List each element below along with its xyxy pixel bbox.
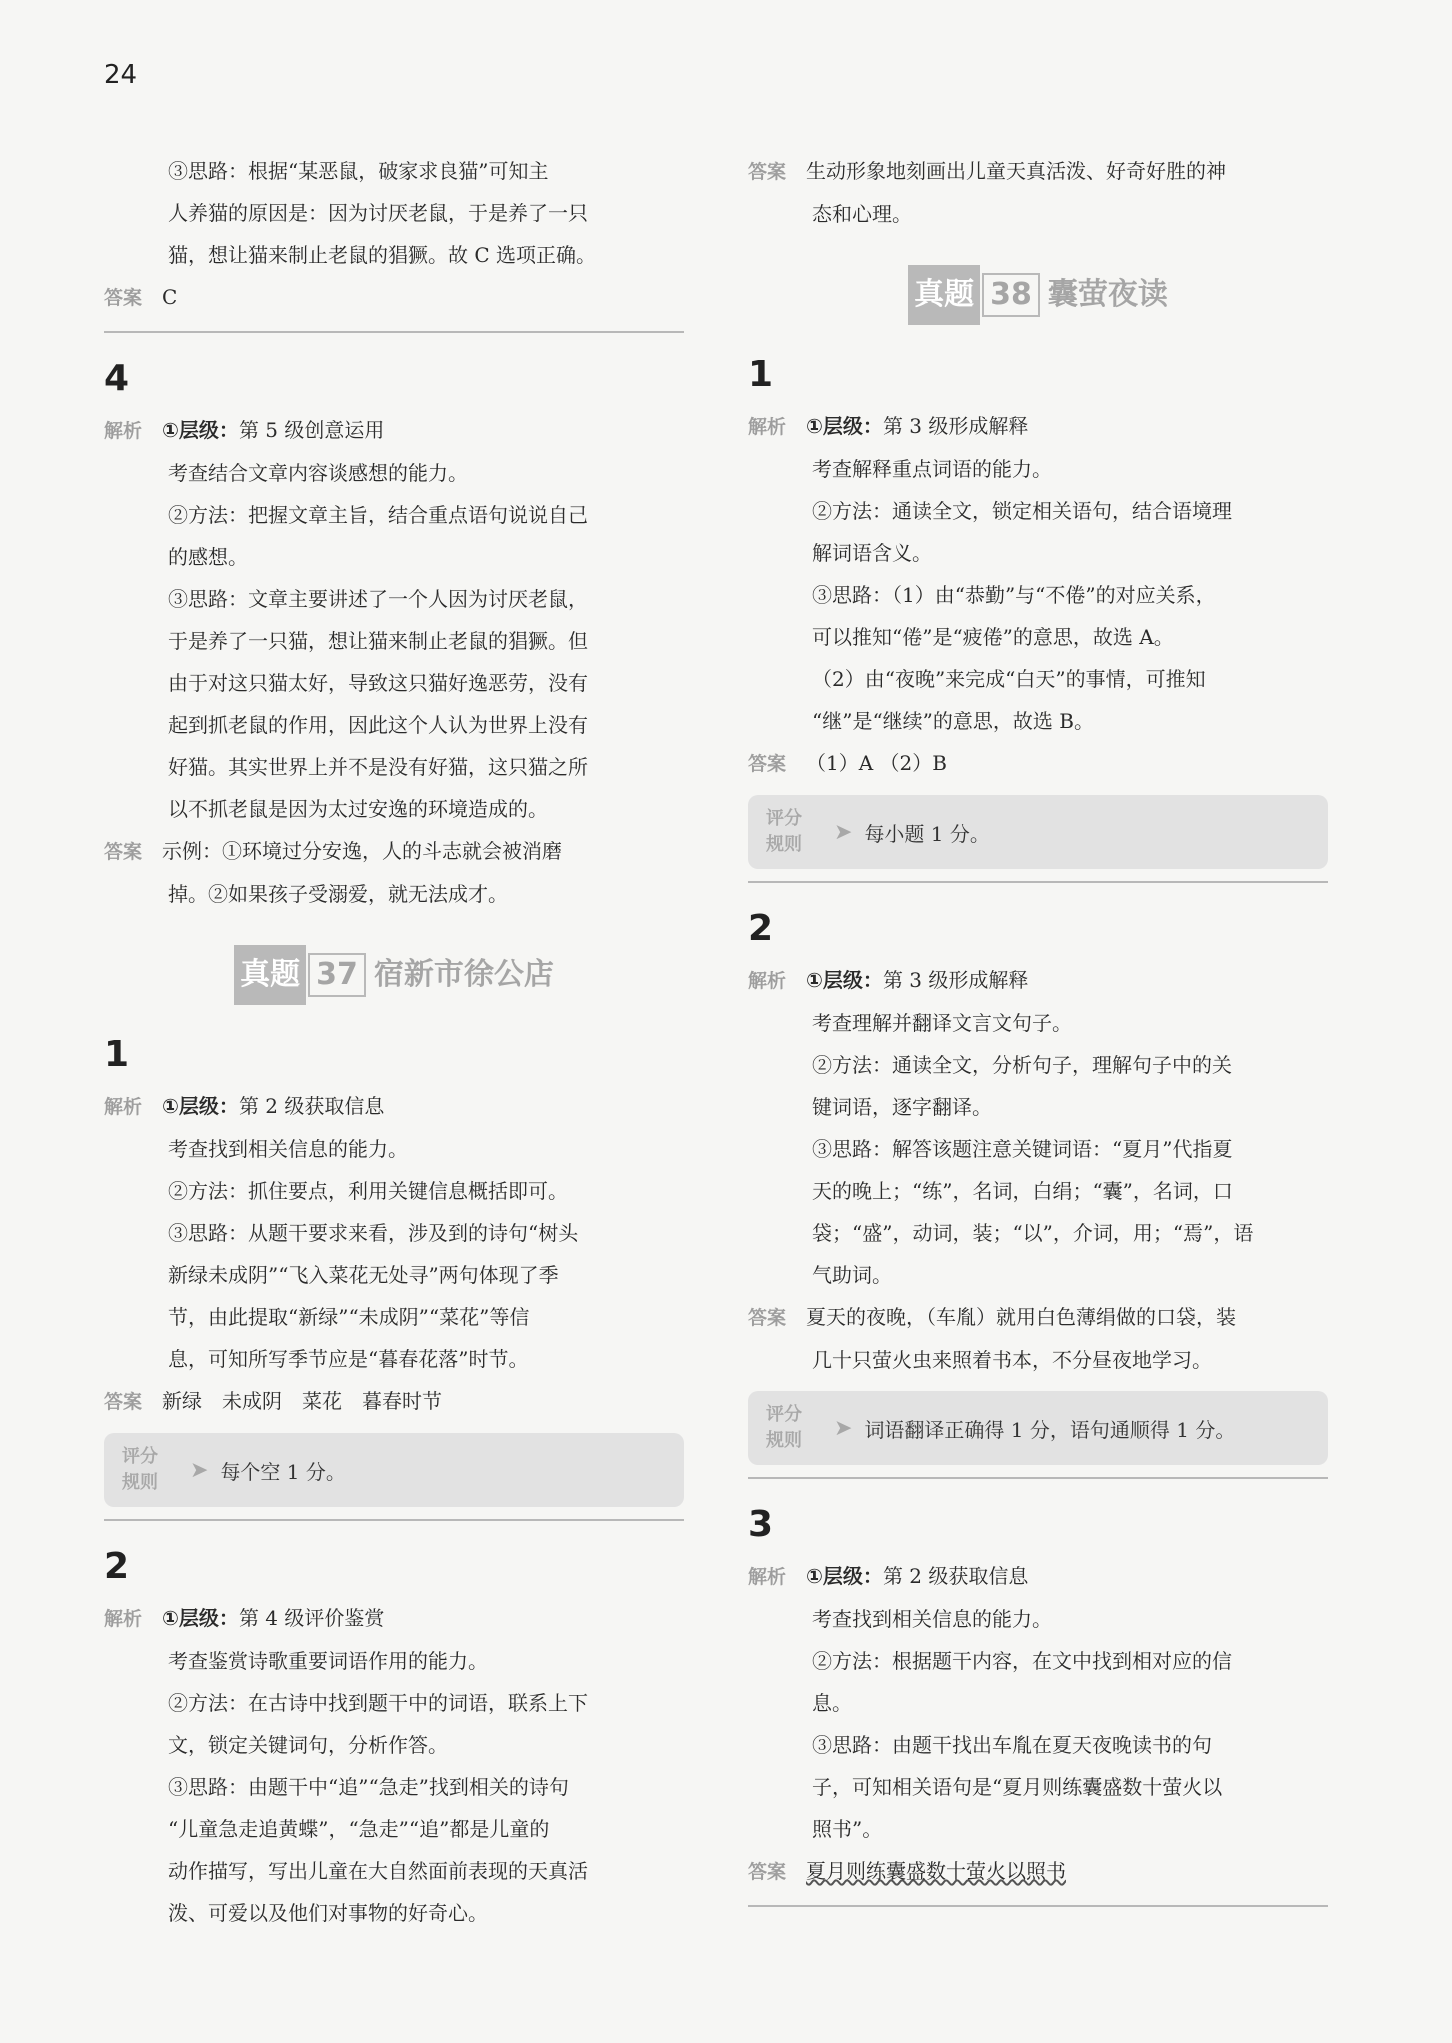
- answer-text: 示例：①环境过分安逸，人的斗志就会被消磨: [162, 839, 562, 863]
- divider: [748, 881, 1328, 883]
- text-line: 袋；“盛”，动词，装；“以”，介词，用；“焉”，语: [812, 1221, 1254, 1245]
- answer-row: [104, 1380, 684, 1423]
- score-rule-text: 词语翻译正确得 1 分，语句通顺得 1 分。: [864, 1417, 1236, 1442]
- text-line: 节，由此提取“新绿”“未成阴”“菜花”等信: [168, 1305, 530, 1329]
- text-line: 于是养了一只猫，想让猫来制止老鼠的猖獗。但: [168, 629, 588, 653]
- score-rule-label: 评分 规则: [766, 1404, 802, 1451]
- answer-text: 夏月则练囊盛数十萤火以照书: [806, 1859, 1066, 1883]
- text-line: （2）由“夜晚”来完成“白天”的事情，可推知: [812, 667, 1206, 691]
- analysis-tag: 解析: [748, 416, 787, 438]
- text-line: 考查解释重点词语的能力。: [812, 457, 1052, 481]
- text-line: 以不抓老鼠是因为太过安逸的环境造成的。: [168, 797, 548, 821]
- score-rule-box: [104, 1433, 684, 1507]
- text-line: 泼、可爱以及他们对事物的好奇心。: [168, 1901, 488, 1925]
- level-text: 第 2 级获取信息: [882, 1564, 1029, 1588]
- score-rule-box: [748, 1391, 1328, 1465]
- divider: [104, 1519, 684, 1521]
- answer-tag: 答案: [748, 161, 787, 183]
- level-text: 第 3 级形成解释: [882, 414, 1029, 438]
- text-line: ②方法：抓住要点，利用关键信息概括即可。: [168, 1179, 568, 1203]
- section-title-37: [104, 945, 684, 1005]
- score-rule-label: 评分 规则: [122, 1446, 158, 1493]
- question-number: 2: [748, 908, 774, 949]
- answer-row: [748, 150, 1328, 193]
- text-line: 动作描写，写出儿童在大自然面前表现的天真活: [168, 1859, 588, 1883]
- answer-tag: 答案: [104, 1391, 143, 1413]
- analysis-tag: 解析: [104, 1608, 143, 1630]
- level-text: 第 4 级评价鉴赏: [238, 1606, 385, 1630]
- analysis-tag: 解析: [748, 1566, 787, 1588]
- text-line: ②方法：通读全文，分析句子，理解句子中的关: [812, 1053, 1232, 1077]
- text-line: 可以推知“倦”是“疲倦”的意思，故选 A。: [812, 625, 1174, 649]
- text-line: 考查找到相关信息的能力。: [168, 1137, 408, 1161]
- analysis-row: [104, 1597, 684, 1640]
- answer-text: C: [162, 285, 178, 309]
- question-number: 1: [748, 354, 774, 395]
- section-name: 囊萤夜读: [1047, 277, 1168, 312]
- arrow-icon: ➤: [834, 1415, 853, 1441]
- section-number: 38: [982, 273, 1040, 317]
- level-text: 第 5 级创意运用: [238, 418, 385, 442]
- score-rule-label: 评分 规则: [766, 808, 802, 855]
- answer-text: （1）A （2）B: [806, 751, 947, 775]
- answer-row: [748, 1296, 1328, 1339]
- level-heading: ①层级：: [162, 1094, 239, 1118]
- level-heading: ①层级：: [162, 418, 239, 442]
- text-line: “继”是“继续”的意思，故选 B。: [812, 709, 1094, 733]
- right-column: [748, 150, 1328, 1923]
- text-line: 的感想。: [168, 545, 248, 569]
- arrow-icon: ➤: [834, 819, 853, 845]
- text-line: 考查理解并翻译文言文句子。: [812, 1011, 1072, 1035]
- answer-tag: 答案: [104, 287, 143, 309]
- answer-text: 生动形象地刻画出儿童天真活泼、好奇好胜的神: [806, 159, 1226, 183]
- text-line: 天的晚上；“练”，名词，白绢；“囊”，名词，口: [812, 1179, 1233, 1203]
- question-number: 2: [104, 1546, 130, 1587]
- answer-tag: 答案: [748, 1307, 787, 1329]
- text-line: 人养猫的原因是：因为讨厌老鼠，于是养了一只: [168, 201, 588, 225]
- question-number: 1: [104, 1034, 130, 1075]
- text-line: 息，可知所写季节应是“暮春花落”时节。: [168, 1347, 529, 1371]
- score-rule-text: 每小题 1 分。: [864, 821, 990, 846]
- level-heading: ①层级：: [806, 414, 883, 438]
- text-line: 起到抓老鼠的作用，因此这个人认为世界上没有: [168, 713, 588, 737]
- analysis-tag: 解析: [748, 970, 787, 992]
- answer-text: 掉。②如果孩子受溺爱，就无法成才。: [168, 882, 508, 906]
- text-line: 考查结合文章内容谈感想的能力。: [168, 461, 468, 485]
- answer-tag: 答案: [748, 753, 787, 775]
- divider: [748, 1477, 1328, 1479]
- score-rule-box: [748, 795, 1328, 869]
- text-line: ③思路：从题干要求来看，涉及到的诗句“树头: [168, 1221, 579, 1245]
- answer-row: [104, 830, 684, 873]
- level-heading: ①层级：: [806, 968, 883, 992]
- analysis-row: [104, 1085, 684, 1128]
- answer-text: 态和心理。: [812, 202, 912, 226]
- section-number: 37: [308, 953, 366, 997]
- answer-text: 夏天的夜晚，（车胤）就用白色薄绢做的口袋，装: [806, 1305, 1236, 1329]
- text-line: 息。: [812, 1691, 852, 1715]
- page-number: 24: [104, 60, 138, 90]
- arrow-icon: ➤: [190, 1457, 209, 1483]
- answer-row: [104, 276, 684, 319]
- left-column: [104, 150, 684, 1934]
- text-line: ②方法：通读全文，锁定相关语句，结合语境理: [812, 499, 1232, 523]
- text-line: 文，锁定关键词句，分析作答。: [168, 1733, 448, 1757]
- analysis-row: [748, 405, 1328, 448]
- text-line: 键词语，逐字翻译。: [812, 1095, 992, 1119]
- text-line: ③思路：文章主要讲述了一个人因为讨厌老鼠，: [168, 587, 588, 611]
- text-line: ③思路：解答该题注意关键词语：“夏月”代指夏: [812, 1137, 1233, 1161]
- analysis-row: [748, 959, 1328, 1002]
- text-line: ②方法：把握文章主旨，结合重点语句说说自己: [168, 503, 588, 527]
- answer-row: [748, 742, 1328, 785]
- text-line: 照书”。: [812, 1817, 883, 1841]
- level-heading: ①层级：: [162, 1606, 239, 1630]
- text-line: ③思路：由题干中“追”“急走”找到相关的诗句: [168, 1775, 569, 1799]
- text-line: 由于对这只猫太好，导致这只猫好逸恶劳，没有: [168, 671, 588, 695]
- analysis-tag: 解析: [104, 420, 143, 442]
- analysis-tag: 解析: [104, 1096, 143, 1118]
- zhenti-label: 真题: [234, 945, 306, 1005]
- level-text: 第 3 级形成解释: [882, 968, 1029, 992]
- text-line: 猫，想让猫来制止老鼠的猖獗。故 C 选项正确。: [168, 243, 597, 267]
- answer-tag: 答案: [748, 1861, 787, 1883]
- level-text: 第 2 级获取信息: [238, 1094, 385, 1118]
- question-number: 4: [104, 358, 130, 399]
- text-line: ③思路：根据“某恶鼠，破家求良猫”可知主: [168, 159, 549, 183]
- answer-row: [748, 1850, 1328, 1893]
- level-heading: ①层级：: [806, 1564, 883, 1588]
- text-line: 考查找到相关信息的能力。: [812, 1607, 1052, 1631]
- answer-text: 新绿 未成阴 菜花 暮春时节: [162, 1389, 442, 1413]
- text-line: 好猫。其实世界上并不是没有好猫，这只猫之所: [168, 755, 588, 779]
- text-line: 解词语含义。: [812, 541, 932, 565]
- analysis-row: [748, 1555, 1328, 1598]
- zhenti-label: 真题: [908, 265, 980, 325]
- analysis-row: [104, 409, 684, 452]
- text-line: 新绿未成阴”“飞入菜花无处寻”两句体现了季: [168, 1263, 559, 1287]
- text-line: ②方法：根据题干内容，在文中找到相对应的信: [812, 1649, 1232, 1673]
- text-line: 气助词。: [812, 1263, 892, 1287]
- text-line: ③思路：（1）由“恭勤”与“不倦”的对应关系，: [812, 583, 1216, 607]
- text-line: “儿童急走追黄蝶”，“急走”“追”都是儿童的: [168, 1817, 550, 1841]
- score-rule-text: 每个空 1 分。: [220, 1459, 346, 1484]
- text-line: 子，可知相关语句是“夏月则练囊盛数十萤火以: [812, 1775, 1223, 1799]
- text-line: ③思路：由题干找出车胤在夏天夜晚读书的句: [812, 1733, 1212, 1757]
- text-line: 考查鉴赏诗歌重要词语作用的能力。: [168, 1649, 488, 1673]
- answer-text: 几十只萤火虫来照着书本，不分昼夜地学习。: [812, 1348, 1212, 1372]
- section-name: 宿新市徐公店: [373, 957, 554, 992]
- divider: [748, 1905, 1328, 1907]
- divider: [104, 331, 684, 333]
- question-number: 3: [748, 1504, 774, 1545]
- text-line: ②方法：在古诗中找到题干中的词语，联系上下: [168, 1691, 588, 1715]
- answer-tag: 答案: [104, 841, 143, 863]
- section-title-38: [748, 265, 1328, 325]
